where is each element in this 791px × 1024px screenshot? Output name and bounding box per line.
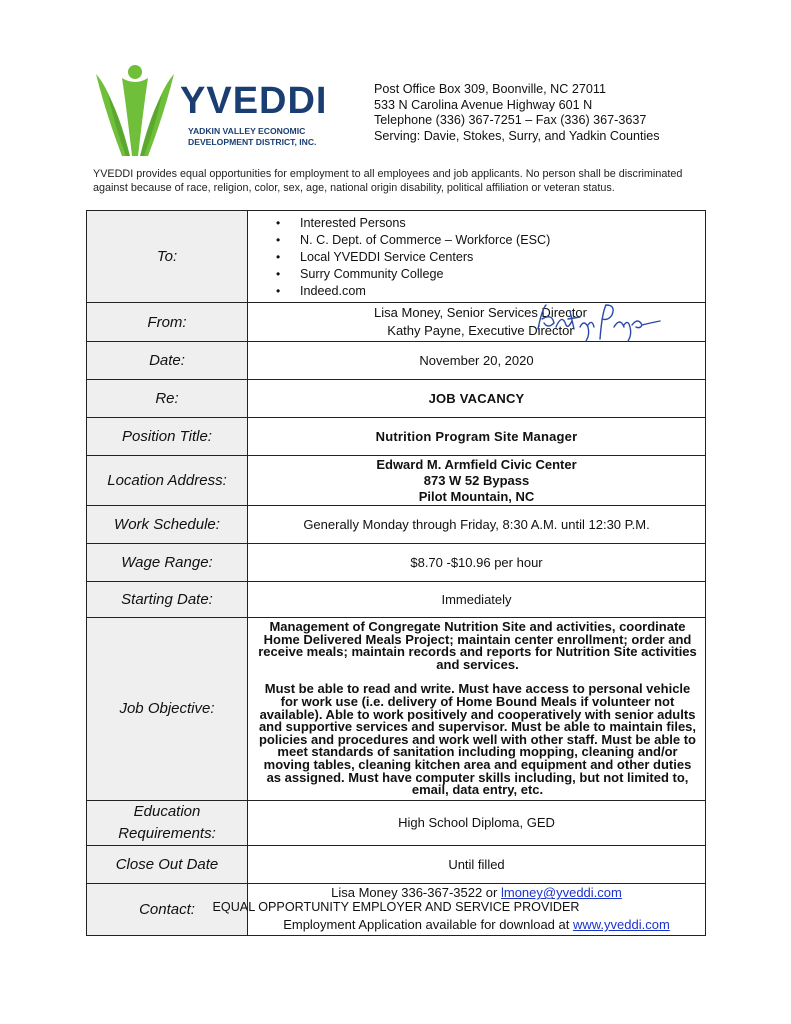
schedule-value: Generally Monday through Friday, 8:30 A.M. until 12:30 P.M. (248, 506, 706, 544)
contact-email-link[interactable]: lmoney@yveddi.com (500, 885, 622, 901)
objective-value (248, 618, 706, 801)
contact-phone-text: Lisa Money 336-367-3522 or (331, 885, 501, 901)
from-line1: Lisa Money, Senior Services Director (374, 305, 587, 320)
date-value: November 20, 2020 (248, 342, 706, 380)
position-value: Nutrition Program Site Manager (248, 418, 706, 456)
from-value (248, 303, 706, 342)
to-item: • Interested Persons (278, 215, 705, 232)
location-line3: Pilot Mountain, NC (418, 488, 535, 504)
signature-icon (532, 299, 664, 343)
job-vacancy-table (86, 210, 706, 936)
closeout-value: Until filled (248, 845, 706, 883)
location-line1: Edward M. Armfield Civic Center (376, 456, 577, 472)
row-re (87, 380, 706, 418)
to-list (248, 211, 705, 302)
contact-application-text: Employment Application available for download at (283, 917, 573, 933)
row-position (87, 418, 706, 456)
row-wage (87, 544, 706, 582)
education-label-line2: Requirements: (118, 824, 216, 842)
address-line1: Post Office Box 309, Boonville, NC 27011 (374, 82, 606, 96)
logo-subtitle-line1: YADKIN VALLEY ECONOMIC (188, 126, 306, 136)
address-line3: Telephone (336) 367-7251 – Fax (336) 367-3637 (374, 113, 647, 128)
yveddi-logo (92, 64, 332, 158)
location-label: Location Address: (87, 456, 248, 506)
row-closeout (87, 845, 706, 883)
location-line2: 873 W 52 Bypass (423, 472, 530, 488)
to-label: To: (87, 211, 248, 303)
eeo-statement: YVEDDI provides equal opportunities for employment to all employees and job applicants. No person shall be discriminated against because of race, religion, color, sex, age, national origin disability, political affiliation or veteran status. (93, 168, 683, 194)
address-line4: Serving: Davie, Stokes, Surry, and Yadkin Counties (374, 128, 660, 143)
education-value: High School Diploma, GED (248, 800, 706, 845)
position-label: Position Title: (87, 418, 248, 456)
start-label: Starting Date: (87, 582, 248, 618)
row-location (87, 456, 706, 506)
to-value (248, 211, 706, 303)
from-label: From: (87, 303, 248, 342)
to-item: • N. C. Dept. of Commerce – Workforce (ESC) (278, 232, 705, 249)
objective-paragraph-1: Management of Congregate Nutrition Site and activities, coordinate Home Delivered Meals Project; maintain center enrollment; order and receive meals; maintain records and reports for Nutrition Site activities and services. (258, 619, 697, 672)
re-value: JOB VACANCY (248, 380, 706, 418)
from-line2: Kathy Payne, Executive Director (387, 323, 574, 338)
to-item: • Indeed.com (278, 283, 705, 300)
contact-label: Contact: (87, 883, 248, 935)
address-line2: 533 N Carolina Avenue Highway 601 N (374, 97, 593, 112)
logo-subtitle-line2: DEVELOPMENT DISTRICT, INC. (188, 137, 317, 147)
re-label: Re: (87, 380, 248, 418)
contact-website-link[interactable]: www.yveddi.com (572, 917, 670, 933)
contact-line2 (248, 916, 705, 934)
wage-label: Wage Range: (87, 544, 248, 582)
row-education (87, 800, 706, 845)
wage-value: $8.70 -$10.96 per hour (248, 544, 706, 582)
row-to (87, 211, 706, 303)
footer-eeo: EQUAL OPPORTUNITY EMPLOYER AND SERVICE PROVIDER (212, 900, 580, 914)
date-label: Date: (87, 342, 248, 380)
logo-subtitle (188, 126, 316, 148)
to-item: • Surry Community College (278, 266, 705, 283)
row-start (87, 582, 706, 618)
objective-paragraph-2: Must be able to read and write. Must have access to personal vehicle for work use (i.e. delivery of Home Bound Meals if volunteer not available). Able to work positively and cooperatively with senior adults and supportive services and supervisor. Must be able to maintain files, policies and procedures and work well with other staff. Must be able to meet standards of sanitation including mopping, cleaning and/or moving tables, cleaning kitchen area and equipment and other duties as assigned. Must have computer skills including, but not limited to, email, data entry, etc. (258, 681, 697, 798)
row-objective (87, 618, 706, 801)
address-block (374, 82, 660, 144)
education-label (87, 800, 248, 845)
education-label-line1: Education (133, 802, 201, 820)
objective-label: Job Objective: (87, 618, 248, 801)
schedule-label: Work Schedule: (87, 506, 248, 544)
logo-wordmark: YVEDDI (180, 80, 328, 122)
start-value: Immediately (248, 582, 706, 618)
to-item: • Local YVEDDI Service Centers (278, 249, 705, 266)
row-schedule (87, 506, 706, 544)
location-value (248, 456, 706, 506)
row-from (87, 303, 706, 342)
logo-figure-icon (92, 64, 178, 158)
closeout-label: Close Out Date (87, 845, 248, 883)
row-date (87, 342, 706, 380)
